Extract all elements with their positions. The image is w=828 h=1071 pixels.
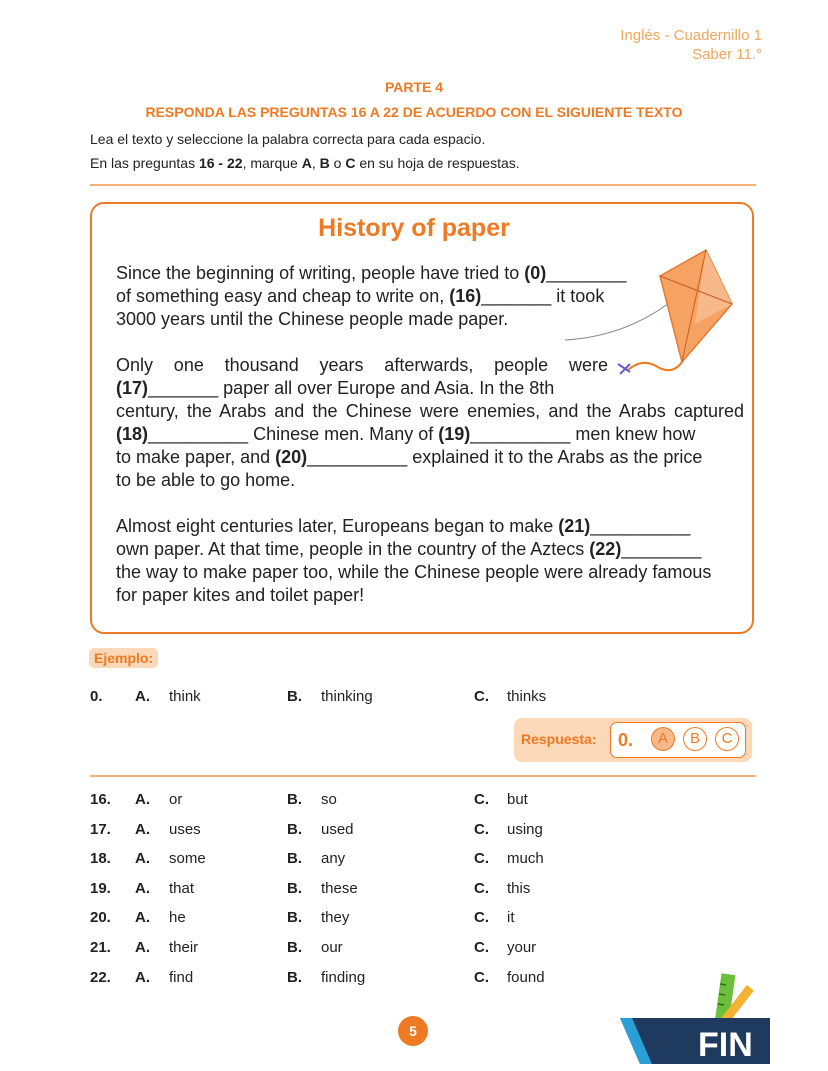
text-run: 3000 years until the Chinese people made paper. bbox=[116, 309, 509, 329]
example-row bbox=[0, 688, 828, 708]
instruction-range: 16 - 22 bbox=[198, 155, 243, 171]
option-b-letter: B. bbox=[287, 909, 302, 927]
instruction-text: o bbox=[329, 155, 346, 171]
question-row bbox=[0, 939, 828, 959]
option-c-letter: C. bbox=[474, 909, 489, 927]
option-a-letter: A. bbox=[135, 909, 150, 927]
paragraph-2-line-1 bbox=[116, 354, 608, 377]
answer-bubbles bbox=[610, 722, 746, 758]
part-title: PARTE 4 bbox=[384, 79, 444, 95]
option-b-text: thinking bbox=[321, 688, 373, 705]
question-number: 16. bbox=[90, 791, 111, 808]
question-number: 17. bbox=[90, 820, 111, 838]
instruction-text: en su hoja de respuestas. bbox=[355, 155, 520, 171]
option-c-text: your bbox=[507, 939, 537, 956]
text-run: Almost eight centuries later, Europeans began to make bbox=[116, 516, 559, 536]
text-run: of something easy and cheap to write on, bbox=[116, 286, 450, 306]
option-a-letter: A. bbox=[135, 968, 150, 986]
text-run: Since the beginning of writing, people have tried to bbox=[116, 263, 525, 283]
header-meta bbox=[620, 26, 762, 64]
option-b-text: finding bbox=[321, 968, 366, 986]
option-c-text: found bbox=[507, 968, 545, 986]
paragraph-3-line-2 bbox=[116, 538, 744, 561]
bubble-c[interactable]: C bbox=[715, 727, 739, 751]
option-a-text: find bbox=[169, 968, 194, 986]
instruction-letter-c: C bbox=[345, 155, 356, 171]
option-b-text: any bbox=[321, 850, 346, 868]
option-c-letter: C. bbox=[474, 688, 489, 705]
blank-number: (16) bbox=[449, 286, 482, 306]
blank: ________ bbox=[621, 539, 702, 559]
paragraph-3-line-4 bbox=[116, 584, 744, 607]
option-b-text: our bbox=[321, 939, 343, 956]
option-c-letter: C. bbox=[474, 968, 489, 986]
divider bbox=[90, 775, 756, 777]
text-run: for paper kites and toilet paper! bbox=[116, 585, 365, 605]
option-a-letter: A. bbox=[135, 939, 150, 956]
option-b-letter: B. bbox=[287, 879, 302, 897]
answer-number: 0. bbox=[618, 730, 634, 750]
blank: __________ Chinese men. Many of bbox=[148, 424, 439, 444]
example-badge: Ejemplo: bbox=[89, 648, 158, 668]
option-a-text: or bbox=[169, 791, 183, 808]
option-c-text: much bbox=[507, 850, 544, 868]
blank: _______ paper all over Europe and Asia. In the 8th bbox=[148, 378, 555, 398]
question-number: 22. bbox=[90, 968, 111, 986]
option-b-text: so bbox=[321, 791, 337, 808]
page-number: 5 bbox=[398, 1016, 428, 1046]
option-c-letter: C. bbox=[474, 850, 489, 868]
question-row bbox=[0, 791, 828, 811]
option-b-letter: B. bbox=[287, 850, 302, 868]
question-row bbox=[0, 880, 828, 900]
text-title: History of paper bbox=[318, 214, 510, 242]
option-b-text: they bbox=[321, 909, 350, 927]
option-a-text: think bbox=[169, 688, 201, 705]
instruction-text: , marque bbox=[242, 155, 302, 171]
blank-number: (19) bbox=[438, 424, 471, 444]
instruction-letter-b: B bbox=[319, 155, 330, 171]
text-run: Only one thousand years afterwards, people were bbox=[116, 355, 608, 375]
text-run: to make paper, and bbox=[116, 447, 276, 467]
text-run: own paper. At that time, people in the country of the Aztecs bbox=[116, 539, 590, 559]
question-number: 20. bbox=[90, 909, 111, 927]
option-a-text: uses bbox=[169, 820, 201, 838]
option-c-letter: C. bbox=[474, 879, 489, 897]
answer-box bbox=[514, 718, 752, 762]
paragraph-3-line-3 bbox=[116, 561, 744, 584]
option-a-text: some bbox=[169, 850, 206, 868]
blank-number: (22) bbox=[589, 539, 622, 559]
text-run: the way to make paper too, while the Chinese people were already famous bbox=[116, 562, 712, 582]
header-grade: Saber 11.° bbox=[692, 46, 762, 63]
paragraph-2-line-3 bbox=[116, 400, 744, 423]
blank: __________ explained it to the Arabs as the price bbox=[307, 447, 703, 467]
fin-logo bbox=[620, 972, 770, 1064]
option-b-letter: B. bbox=[287, 820, 302, 838]
question-number: 19. bbox=[90, 879, 111, 897]
instruction-line-2 bbox=[90, 155, 520, 171]
paragraph-3-line-1 bbox=[116, 515, 744, 538]
header-subject: Inglés - Cuadernillo 1 bbox=[620, 27, 762, 44]
text-run: century, the Arabs and the Chinese were enemies, and the Arabs captured bbox=[116, 401, 744, 421]
example-number: 0. bbox=[90, 688, 103, 705]
option-c-letter: C. bbox=[474, 939, 489, 956]
paragraph-2-line-4 bbox=[116, 423, 744, 446]
option-b-letter: B. bbox=[287, 968, 302, 986]
instruction-text: , bbox=[311, 155, 320, 171]
kite-icon bbox=[560, 244, 740, 384]
option-a-letter: A. bbox=[135, 820, 150, 838]
option-c-letter: C. bbox=[474, 820, 489, 838]
instruction-title: RESPONDA LAS PREGUNTAS 16 A 22 DE ACUERDO CON EL SIGUIENTE TEXTO bbox=[145, 104, 683, 120]
option-a-text: that bbox=[169, 879, 195, 897]
option-b-text: these bbox=[321, 879, 358, 897]
question-row bbox=[0, 850, 828, 870]
instruction-text: En las preguntas bbox=[90, 155, 199, 171]
blank-number: (17) bbox=[116, 378, 149, 398]
option-c-text: this bbox=[507, 879, 531, 897]
option-a-letter: A. bbox=[135, 791, 150, 808]
answer-label: Respuesta: bbox=[521, 731, 597, 747]
text-run: to be able to go home. bbox=[116, 470, 296, 490]
blank-number: (20) bbox=[275, 447, 308, 467]
option-c-text: using bbox=[507, 820, 543, 838]
option-c-text: it bbox=[507, 909, 515, 927]
option-b-letter: B. bbox=[287, 688, 302, 705]
question-row bbox=[0, 821, 828, 841]
instruction-letter-a: A bbox=[301, 155, 312, 171]
option-c-letter: C. bbox=[474, 791, 489, 808]
blank-number: (0) bbox=[524, 263, 547, 283]
option-a-text: he bbox=[169, 909, 186, 927]
option-a-letter: A. bbox=[135, 879, 150, 897]
instruction-line-1: Lea el texto y seleccione la palabra correcta para cada espacio. bbox=[90, 131, 486, 147]
fin-logo-text: FIN bbox=[698, 1026, 753, 1064]
blank: _______ it took bbox=[481, 286, 605, 306]
option-b-letter: B. bbox=[287, 939, 302, 956]
bubble-a[interactable]: A bbox=[651, 727, 675, 751]
question-number: 18. bbox=[90, 850, 111, 868]
blank-number: (18) bbox=[116, 424, 149, 444]
blank: __________ bbox=[590, 516, 691, 536]
option-a-letter: A. bbox=[135, 688, 150, 705]
question-row bbox=[0, 909, 828, 929]
paragraph-2-line-6 bbox=[116, 469, 744, 492]
option-b-letter: B. bbox=[287, 791, 302, 808]
blank: ________ bbox=[546, 263, 627, 283]
option-a-text: their bbox=[169, 939, 199, 956]
bubble-b[interactable]: B bbox=[683, 727, 707, 751]
option-c-text: thinks bbox=[507, 688, 547, 705]
blank-number: (21) bbox=[558, 516, 591, 536]
question-number: 21. bbox=[90, 939, 111, 956]
option-a-letter: A. bbox=[135, 850, 150, 868]
option-c-text: but bbox=[507, 791, 528, 808]
blank: __________ men knew how bbox=[470, 424, 696, 444]
paragraph-2-line-5 bbox=[116, 446, 744, 469]
divider bbox=[90, 184, 756, 186]
option-b-text: used bbox=[321, 820, 354, 838]
